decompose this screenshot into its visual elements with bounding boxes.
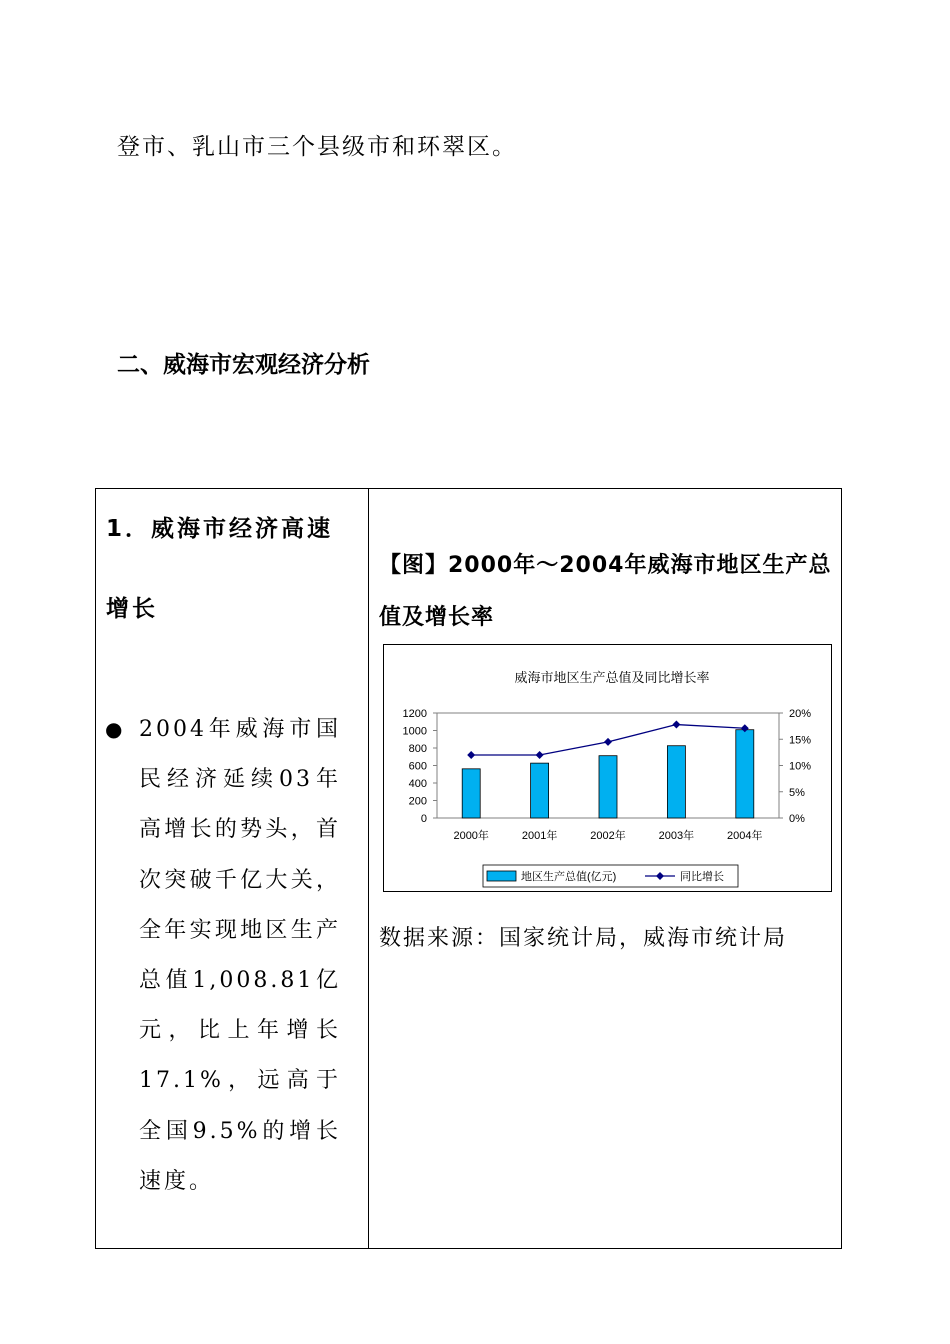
gdp-chart: [383, 644, 832, 892]
growth-point: [604, 738, 612, 746]
data-source: 数据来源：国家统计局，威海市统计局: [379, 926, 788, 951]
section-heading: 二、威海市宏观经济分析: [117, 352, 370, 378]
y-right-tick-label: 0%: [789, 813, 805, 825]
y-right-tick-label: 5%: [789, 786, 805, 799]
subheading: 1．威海市经济高速增长: [106, 516, 334, 622]
y-right-tick-label: 20%: [789, 708, 812, 720]
y-right-tick-label: 15%: [789, 734, 812, 747]
y-left-tick-label: 400: [408, 778, 427, 790]
bar: [531, 763, 549, 818]
y-left-tick-label: 600: [408, 760, 427, 773]
growth-point: [536, 751, 544, 759]
y-right-tick-label: 10%: [789, 760, 812, 773]
x-tick-label: 2001年: [521, 830, 558, 842]
growth-point: [672, 721, 680, 729]
right-cell: [369, 489, 841, 1248]
growth-point: [467, 751, 475, 759]
x-tick-label: 2000年: [453, 830, 489, 842]
bullet-icon: ●: [105, 717, 123, 741]
bar: [736, 730, 754, 818]
x-tick-label: 2003年: [658, 830, 695, 842]
bullet-text: 2004年威海市国民经济延续03年高增长的势头，首次突破千亿大关，全年实现地区生产总值1,008.81亿元，比上年增长17.1%，远高于全国9.5%的增长速度。: [139, 717, 341, 1194]
left-cell: [96, 489, 368, 1248]
y-left-tick-label: 1000: [402, 725, 427, 738]
gdp-chart-svg: [384, 645, 831, 891]
y-left-tick-label: 0: [420, 813, 427, 825]
bar: [462, 769, 480, 818]
y-left-tick-label: 1200: [402, 708, 427, 720]
chart-title: 威海市地区生产总值及同比增长率: [514, 670, 710, 685]
x-tick-label: 2002年: [590, 830, 626, 842]
legend-line-label: 同比增长: [680, 871, 724, 883]
x-tick-label: 2004年: [727, 830, 763, 842]
legend-bar-swatch: [487, 871, 516, 881]
y-left-tick-label: 800: [408, 743, 427, 755]
intro-line: 登市、乳山市三个县级市和环翠区。: [117, 134, 517, 160]
content-table: [95, 488, 842, 1249]
legend-bar-label: 地区生产总值(亿元): [521, 871, 617, 883]
chart-caption: 【图】2000年～2004年威海市地区生产总值及增长率: [379, 553, 832, 630]
bar: [599, 756, 617, 818]
bar: [667, 746, 685, 818]
y-left-tick-label: 200: [408, 795, 427, 808]
